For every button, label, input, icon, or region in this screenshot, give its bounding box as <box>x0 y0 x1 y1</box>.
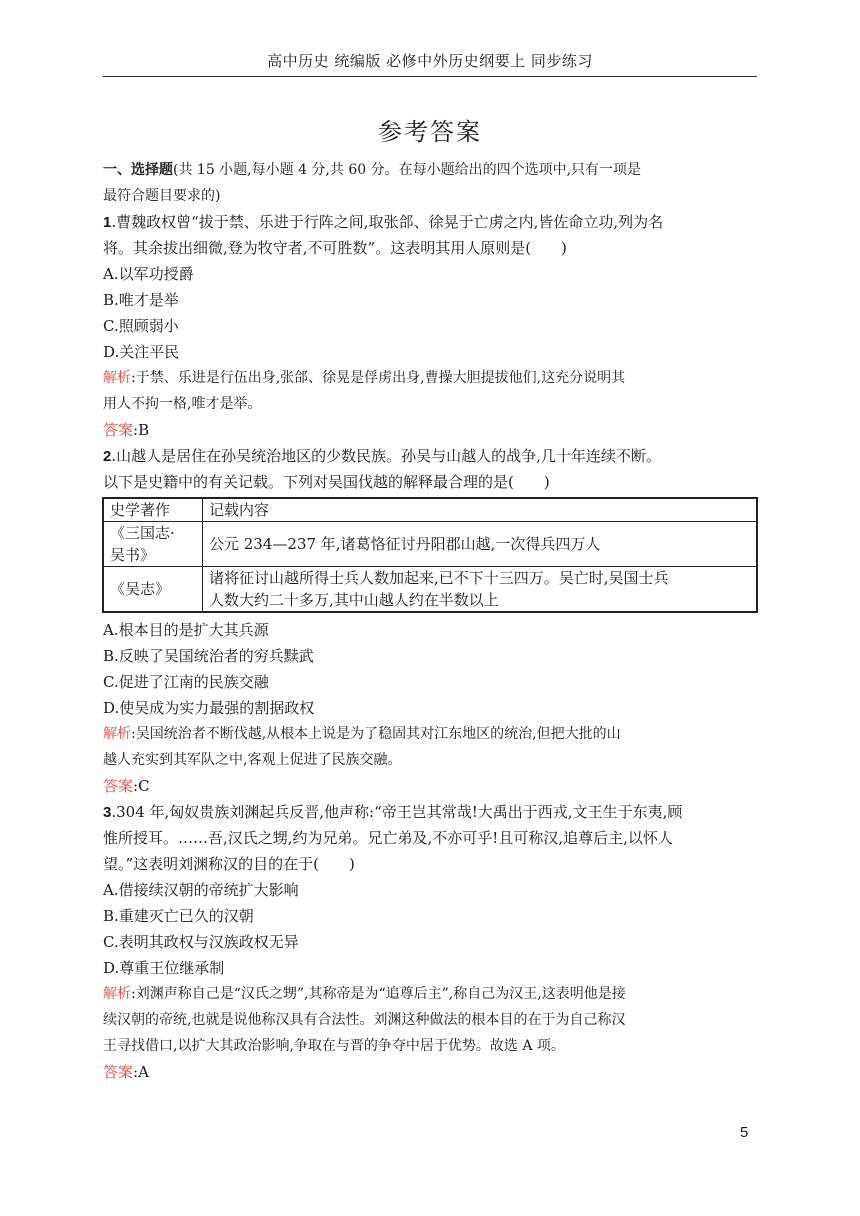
analysis-line: 续汉朝的帝统,也就是说他称汉具有合法性。刘渊这种做法的根本目的在于为自己称汉 <box>103 1012 626 1028</box>
option: C.照顾弱小 <box>103 317 179 335</box>
question-number: 3 <box>103 804 112 821</box>
table-header-row <box>103 498 757 522</box>
option: B.唯才是举 <box>103 291 179 309</box>
header-rule <box>103 76 757 77</box>
option: B.重建灭亡已久的汉朝 <box>103 907 254 925</box>
section-heading <box>103 157 757 183</box>
analysis-label: 解析 <box>103 986 131 1002</box>
section-desc-1: (共 15 小题,每小题 4 分,共 60 分。在每小题给出的四个选项中,只有一项是 <box>173 162 642 178</box>
answer-label: 答案 <box>103 421 134 439</box>
question-1-stem-2: 将。其余拔出细微,登为牧守者,不可胜数”。这表明其用人原则是( ) <box>103 239 567 257</box>
question-3-stem-3: 望。”这表明刘渊称汉的目的在于( ) <box>103 855 355 873</box>
analysis-line: 用人不拘一格,唯才是举。 <box>103 396 262 412</box>
answer-label: 答案 <box>103 777 134 795</box>
option: A.借接续汉朝的帝统扩大影响 <box>103 881 299 899</box>
answer-content <box>103 157 757 1085</box>
option: C.表明其政权与汉族政权无异 <box>103 933 299 951</box>
analysis-label: 解析 <box>103 370 131 386</box>
running-header: 高中历史 统编版 必修中外历史纲要上 同步练习 <box>267 52 593 70</box>
section-label: 一、选择题 <box>103 162 173 178</box>
question-number: 1 <box>103 214 112 231</box>
option: C.促进了江南的民族交融 <box>103 673 269 691</box>
answer-line: 答案:A <box>103 1063 149 1081</box>
question-1-stem-1: 1.曹魏政权曾“拔于禁、乐进于行阵之间,取张郃、徐晃于亡虏之内,皆佐命立功,列为名 <box>103 213 664 231</box>
option: D.尊重王位继承制 <box>103 959 225 977</box>
question-2-stem-1: 2.山越人是居住在孙吴统治地区的少数民族。孙吴与山越人的战争,几十年连续不断。 <box>103 447 661 465</box>
option: D.使吴成为实力最强的割据政权 <box>103 699 315 717</box>
records-table <box>102 497 758 613</box>
option: A.以军功授爵 <box>103 265 194 283</box>
answer-line: 答案:C <box>103 777 150 795</box>
option: B.反映了吴国统治者的穷兵黩武 <box>103 647 314 665</box>
analysis-line: 王寻找借口,以扩大其政治影响,争取在与晋的争夺中居于优势。故选 A 项。 <box>103 1038 565 1054</box>
page-title: 参考答案 <box>378 118 482 146</box>
analysis-line: 解析:于禁、乐进是行伍出身,张郃、徐晃是俘虏出身,曹操大胆提拔他们,这充分说明其 <box>103 370 626 386</box>
question-2-stem-2: 以下是史籍中的有关记载。下列对吴国伐越的解释最合理的是( ) <box>103 473 550 491</box>
table-row <box>103 522 757 567</box>
analysis-line: 越人充实到其军队之中,客观上促进了民族交融。 <box>103 752 402 768</box>
analysis-line: 解析:吴国统治者不断伐越,从根本上说是为了稳固其对江东地区的统治,但把大批的山 <box>103 726 621 742</box>
answer-label: 答案 <box>103 1063 134 1081</box>
section-desc-2: 最符合题目要求的) <box>103 188 221 204</box>
table-header-cell: 记载内容 <box>203 498 758 522</box>
option: D.关注平民 <box>103 343 180 361</box>
page-number: 5 <box>740 1124 749 1141</box>
question-3-stem-2: 惟所授耳。……吾,汉氏之甥,约为兄弟。兄亡弟及,不亦可乎!且可称汉,追尊后主,以怀人 <box>103 829 673 847</box>
table-header-cell: 史学著作 <box>103 498 203 522</box>
question-3-stem-1: 3.304 年,匈奴贵族刘渊起兵反晋,他声称:“帝王岂其常哉!大禹出于西戎,文王生于东夷,顾 <box>103 803 683 821</box>
table-cell-source: 《三国志· 吴书》 <box>103 522 203 567</box>
analysis-line: 解析:刘渊声称自己是“汉氏之甥”,其称帝是为“追尊后主”,称自己为汉王,这表明他是接 <box>103 986 626 1002</box>
table-row <box>103 567 757 613</box>
option: A.根本目的是扩大其兵源 <box>103 621 269 639</box>
table-cell-content: 诸将征讨山越所得士兵人数加起来,已不下十三四万。吴亡时,吴国士兵 人数大约二十多万,其中山越人约在半数以上 <box>203 567 758 613</box>
question-number: 2 <box>103 448 112 465</box>
table-cell-source: 《吴志》 <box>103 567 203 613</box>
table-cell-content: 公元 234—237 年,诸葛恪征讨丹阳郡山越,一次得兵四万人 <box>203 522 758 567</box>
answer-line: 答案:B <box>103 421 150 439</box>
analysis-label: 解析 <box>103 726 131 742</box>
